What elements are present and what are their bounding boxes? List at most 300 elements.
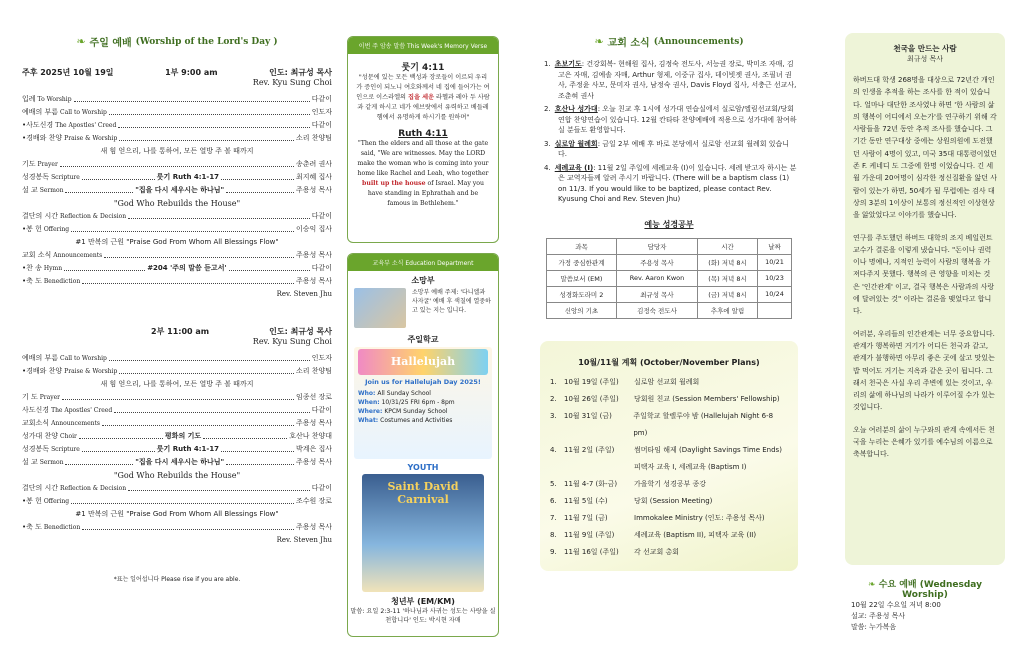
order-row [22,391,332,404]
pastor-essay [845,33,1005,565]
announcement-heading: 호산나 성가대 [554,105,598,113]
dot-leader [119,132,294,141]
order-label-en: Choir [60,433,77,440]
verse-ref-en: Ruth 4:11 [398,129,448,139]
order-leader: 다같이 [311,484,332,492]
dot-leader [82,171,155,180]
dot-leader [82,521,294,530]
order-leader: 주용성 목사 [295,251,332,259]
study-cell: 10/21 [758,254,792,270]
order-label-ko: 결단의 시간 [22,212,59,220]
em-km-text: 말씀: 요일 2:3-11 '하나님과 사귀는 성도는 사랑을 실천합니다' 인도: 박시현 자매 [350,608,496,624]
what-value: Costumes and Activities [380,417,453,424]
order-label-ko: 성경봉독 [22,445,50,453]
worship-title-en: (Worship of the Lord's Day ) [135,36,278,47]
sopung-heading: 소망부 [411,276,435,285]
dot-leader [82,275,294,284]
service1-header [22,67,332,78]
order-leader: 다같이 [311,406,332,414]
order-row [22,184,332,197]
verse-ref-ko: 룻기 4:11 [401,63,445,73]
study-cell: 10/23 [758,270,792,286]
plan-item [550,391,788,408]
announcement-body: : 건강회복- 현해원 집사, 김정숙 전도사, 서능권 장로, 박미조 자매, 김고은 자매, 김예솔 자매, Arthur 형제, 이중규 집사, 데이빗젯 권사, 조필녀 권사, 주정윤 사모, 문미자 권사, 남정숙 권사, Davis Floyd 집사, 서충근 선교사, 조춘혀 권사 [558,60,797,100]
order-label-ko: 성가대 찬양 [22,432,59,440]
service1-order [22,93,332,300]
announcements-title-en: (Announcements) [653,36,744,47]
order-leader: 주용성 목사 [295,186,332,194]
order-label-ko: •봉 헌 [22,497,42,505]
hallelujah-banner-text: Hallelujah [390,355,456,368]
hallelujah-join: Join us for Hallelujah Day 2025! [365,378,481,386]
order-label-en: Offering [43,498,70,505]
middle-column [347,0,499,663]
order-label [22,430,77,443]
order-item: "집을 다시 세우시는 하나님" [135,458,225,466]
announcement-heading: 세례교육 (I) [554,163,594,172]
order-label-ko: 예배의 부름 [22,354,59,362]
order-label [22,482,126,495]
order-label [22,184,63,197]
plan-item [550,442,788,459]
order-label-en: Call to Worship [60,355,107,362]
order-leader: 소리 찬양팀 [295,134,332,142]
plan-date: 11월 2일 (주일) [564,445,615,454]
dot-leader [226,456,294,465]
order-label-ko: •봉 헌 [22,225,42,233]
service2-leader: 인도: 최규성 목사 [269,327,332,336]
wednesday-title: 수요 예배 (Wednesday Worship) [878,580,982,600]
order-label [22,93,72,106]
plans-title: 10월/11월 계획 (October/November Plans) [578,357,760,367]
order-row [22,495,332,508]
announcements-title-ko: 교회 소식 [607,38,650,49]
order-label-ko: 기도 [22,160,36,168]
plan-item [550,408,788,442]
study-table [546,238,792,319]
order-row [22,365,332,378]
announcement-heading: 초보기도 [554,60,582,68]
order-label-en: Announcements [51,420,100,427]
dot-leader [226,184,294,193]
order-label-en: Hymn [43,265,63,272]
announcement-number: 3. [544,139,551,148]
order-label-en: The Apostles' Creed [55,122,117,129]
order-row [22,443,332,456]
order-label-ko: •사도신경 [22,121,54,129]
study-header-cell: 시간 [698,238,758,254]
study-cell: 최규성 목사 [616,286,697,302]
dot-leader [71,223,294,232]
verse-ko-highlight: 집을 세운 [408,94,435,101]
stand-footnote: *표는 일어섭니다 Please rise if you are able. [113,576,241,583]
wednesday-scripture: 말씀: 누가복음 [851,623,897,631]
order-row [22,210,332,223]
study-cell: 성경화도라미 2 [547,286,617,302]
announcements-header [540,34,798,49]
order-label-en: Reflection & Decision [60,213,127,220]
order-label-en: Prayer [37,161,58,168]
plan-number: 6. [550,496,557,505]
order-row [22,262,332,275]
order-leader: 소리 찬양팀 [295,367,332,375]
order-item: 룻기 Ruth 4:1-17 [156,445,220,453]
order-label-ko: •찬 송 [22,264,42,272]
essay-author: 최규성 목사 [906,55,944,63]
order-row [22,158,332,171]
song-list: 새 힘 얻으리, 나를 통하여, 모든 열방 주 볼 때까지 [100,147,254,155]
order-label-en: Praise & Worship [64,368,118,375]
order-label [22,223,69,236]
plan-number: 3. [550,411,557,420]
announcement-item [544,163,798,205]
order-row [22,223,332,236]
order-leader: 박계은 집사 [295,445,333,453]
plans-list [550,374,788,561]
order-label-en: Sermon [39,187,64,194]
dot-leader [62,391,294,400]
study-cell: (화) 저녁 8시 [698,254,758,270]
verse-en-part1: "Then the elders and all those at the gate said, "We are witnesses. May the LORD make the woman who is coming into your home like Rachel and Leah, who together [357,140,489,177]
order-row [22,275,332,288]
hallelujah-banner [358,349,488,375]
where-value: KPCM Sunday School [384,408,448,415]
order-row [22,352,332,365]
study-row [547,270,792,286]
order-row [22,430,332,443]
when-value: 10/31/25 FRI 6pm - 8pm [381,399,455,406]
order-label-en: Offering [43,226,70,233]
order-label-en: Sermon [39,459,64,466]
plan-item [550,476,788,493]
essay-paragraph: 여러분, 우리들의 인간관계는 너무 중요합니다. 관계가 행복하면 거기가 어디든 천국과 같고, 관계가 불행하면 아무리 좋은 곳에 살고 맛있는 밥 먹어도 거기는 지옥과 같은 곳이 됩니다. 그래서 천국은 사실 우리 주변에 있는 것이고, 우리의 삶에 하나님의 나라가 이루어질 수가 있는 것입니다. [853,329,995,412]
leaf-icon: ❧ [76,35,86,48]
order-leader: 최지혜 집사 [295,173,333,181]
plan-item [550,493,788,510]
plan-event: 실로암 선교회 월례회 [634,377,700,386]
study-cell: 말씀보서 (EM) [547,270,617,286]
order-label-en: Benediction [43,524,81,531]
order-row [22,132,332,145]
announcement-number: 2. [544,105,551,113]
plan-event: 가을학기 성경공부 종강 [634,479,707,488]
dot-leader [119,365,294,374]
study-row [547,254,792,270]
dot-leader [221,171,294,180]
dot-leader [79,430,163,439]
who-label: Who: [358,390,376,397]
plan-number: 4. [550,445,557,454]
dot-leader [102,417,294,426]
study-cell: Rev. Aaron Kwon [616,270,697,286]
study-row [547,286,792,302]
benediction-minister: Rev. Steven Jhu [276,536,332,544]
plan-event: 각 선교회 총회 [634,547,680,556]
order-row [22,106,332,119]
plan-date: 11월 16일 (주일) [564,547,619,556]
when-label: When: [358,399,380,406]
order-label-ko: 결단의 시간 [22,484,59,492]
order-label-en: The Apostles' Creed [51,407,113,414]
study-row [547,302,792,318]
order-label [22,262,62,275]
right-column [845,0,1005,663]
order-leader: 인도자 [311,354,332,362]
plan-date [564,459,634,476]
order-label [22,404,112,417]
order-label-ko: 교회소식 [22,419,50,427]
service2-header [22,326,332,337]
leaf-icon: ❧ [868,580,876,590]
order-label-ko: 예배의 부름 [22,108,59,116]
plan-number: 5. [550,479,557,488]
study-cell: 가정 중심한관계 [547,254,617,270]
education-box [347,253,499,637]
worship-section-header [22,34,332,49]
study-header-cell: 과목 [547,238,617,254]
sopung-text: 소망부 예배 주제: '다니엘과 사자굴' 예배 후 색칠에 열중하고 있는 지는 입니다. [412,289,491,314]
plan-number: 7. [550,513,557,522]
service1-leader: 인도: 최규성 목사 [269,68,332,77]
order-label [22,210,126,223]
where-label: Where: [358,408,383,415]
leaf-icon: ❧ [594,35,604,48]
plan-number: 8. [550,530,557,539]
benediction-minister: Rev. Steven Jhu [276,290,332,298]
order-label [22,352,107,365]
service2-leader-en: Rev. Kyu Sung Choi [252,337,332,346]
order-leader: 인도자 [311,108,332,116]
plan-number: 2. [550,394,557,403]
order-label-en: Announcements [53,252,103,259]
dot-leader [118,119,309,128]
order-label [22,443,80,456]
service1-leader-en: Rev. Kyu Sung Choi [252,78,332,87]
order-label [22,171,80,184]
plan-date: 10월 26일 (주일) [564,394,619,403]
order-label [22,365,117,378]
announcement-body: : 오늘 친교 후 1시에 성가대 연습실에서 실로암/엘림선교회/당회연합 찬양연습이 있습니다. 12월 칸타타 찬양예배에 적용으로 성가대에 참여하실 분들도 환영합니다. [558,105,797,134]
order-leader: 주용성 목사 [295,419,332,427]
announcement-body: : 금일 2부 예배 후 바로 본당에서 실로암 선교회 월례회 있습니다. [558,139,790,158]
order-label [22,417,100,430]
study-cell: (목) 저녁 8시 [698,270,758,286]
study-header-cell: 날짜 [758,238,792,254]
dot-leader [109,352,310,361]
plan-event: 썸머타임 해제 (Daylight Savings Time Ends) [634,445,782,454]
essay-title: 천국을 만드는 사람 [893,44,957,53]
study-cell: 김정숙 전도사 [616,302,697,318]
dot-leader [114,404,310,413]
order-leader: 다같이 [311,212,332,220]
song-list: 새 힘 얻으리, 나를 통하여, 모든 열방 주 볼 때까지 [100,380,254,388]
education-title: 교육부 소식 Education Department [348,254,498,271]
order-leader: 다같이 [311,121,332,129]
memory-verse-title: 이번 주 암송 말씀 This Week's Memory Verse [348,37,498,54]
study-header-row [547,238,792,254]
order-leader: 주용성 목사 [295,277,332,285]
order-leader: 다같이 [311,95,332,103]
hallelujah-flyer [354,347,492,459]
order-label-en: Praise & Worship [64,135,118,142]
plan-item [550,544,788,561]
order-label-en: Scripture [51,174,80,181]
order-label [22,158,58,171]
study-cell: 주용성 목사 [616,254,697,270]
order-item: 평화의 기도 [164,432,202,440]
announcement-number: 1. [544,60,551,68]
order-leader: 주용성 목사 [295,523,332,531]
dot-leader [203,430,287,439]
order-label-ko: 입례 [22,95,36,103]
dot-leader [128,210,310,219]
order-label [22,495,69,508]
order-label [22,106,107,119]
essay-paragraph: 연구를 주도했던 하버드 대학의 조지 베일런트 교수가 결론을 이렇게 냈습니다. "돈이나 권력이나 명예나, 지적인 능력이 사람의 행복을 가져다주지 못했다. 행복의 큰 영향을 미치는 것은 '인간관계' 이고, 결국 행복은 사람과의 사랑에 달려있는 것" 이라는 결론을 맺었다고 합니다. [853,233,995,316]
order-label [22,456,63,469]
announcement-body: : 11월 2일 주일에 세례교육 (I)이 있습니다. 세례 받고자 하시는 분은 교역자들께 알려 주시기 바랍니다. (There will be a baptism class (1) on 11/3. If you would like to be baptized, please contact Rev. Kyusung Choi and Rev. Steven Jhu) [558,163,797,203]
study-cell: 신앙의 기초 [547,302,617,318]
order-leader: 호산나 찬양대 [289,432,332,440]
plan-date: 11월 7일 (금) [564,513,608,522]
order-label [22,249,102,262]
order-label-en: Scripture [51,446,80,453]
order-row [22,93,332,106]
order-item: 룻기 Ruth 4:1-17 [156,173,220,181]
order-row [22,456,332,469]
order-label [22,275,80,288]
service-date: 주후 2025년 10월 19일 [22,68,114,77]
announcements-column [540,0,798,663]
order-row [22,249,332,262]
plan-number: 1. [550,377,557,386]
announcement-number: 4. [544,163,551,172]
plan-number [550,459,564,476]
sopung-photo [354,288,406,328]
carnival-title: Saint David Carnival [387,480,459,506]
dot-leader [60,158,294,167]
order-row [22,482,332,495]
dot-leader [221,443,294,452]
order-row [22,119,332,132]
order-row [22,171,332,184]
plan-date: 10월 31일 (금) [563,411,612,420]
study-cell: 10/24 [758,286,792,302]
youth-carnival-poster [362,474,484,592]
study-header-cell: 담당자 [616,238,697,254]
announcement-heading: 실로암 월례회 [554,139,598,148]
plans-box [540,341,798,571]
service2-order [22,352,332,546]
em-km-heading: 청년부 (EM/KM) [391,597,455,606]
plan-item [550,527,788,544]
plan-item [550,459,788,476]
service1-time: 1부 9:00 am [165,68,218,77]
plan-number: 9. [550,547,557,556]
plan-event: 피택자 교육 I, 세례교육 (Baptism I) [634,462,747,471]
order-label-en: Call to Worship [60,109,107,116]
order-row [22,521,332,534]
plan-event: 당회 (Session Meeting) [634,496,713,505]
announcement-list [540,59,798,205]
doxology: #1 만복의 근원 "Praise God From Whom All Blessings Flow" [75,510,279,518]
verse-ko-part2: 라헬과 레아 두 사람과 같게 하시고 네가 에브랏에서 유력하고 베들레헴에서 유명하게 하시기를 원하며" [357,94,490,121]
order-label-en: Reflection & Decision [60,485,127,492]
wednesday-header [845,577,1005,600]
order-row [22,417,332,430]
sunday-school-heading: 주일학교 [407,335,439,344]
order-label [22,521,80,534]
announcement-item [544,104,798,136]
dot-leader [65,184,133,193]
announcement-item [544,139,798,160]
study-title: 예능 성경공부 [644,219,694,229]
wednesday-date: 10월 22일 수요일 저녁 8:00 [851,601,941,609]
plan-item [550,510,788,527]
sermon-title-en: "God Who Rebuilds the House" [113,471,241,480]
dot-leader [229,262,310,271]
sopung-section [348,286,498,330]
verse-text-ko [348,73,498,123]
order-leader: 송춘려 권사 [295,160,332,168]
order-label-ko: 사도신경 [22,406,50,414]
order-label-ko: •축 도 [22,277,42,285]
worship-title-ko: 주일 예배 [89,38,132,49]
order-leader: 이승익 집사 [295,225,332,233]
order-label-ko: 성경봉독 [22,173,50,181]
order-label-ko: •축 도 [22,523,42,531]
dot-leader [82,443,155,452]
order-label-ko: •경배와 찬양 [22,367,63,375]
order-label-ko: 기 도 [22,393,38,401]
hallelujah-info [358,389,488,425]
plan-event: 세례교육 (Baptism II), 피택자 교육 (II) [634,530,757,539]
order-label-en: Benediction [43,278,81,285]
dot-leader [109,106,310,115]
study-cell [758,302,792,318]
youth-heading: YOUTH [407,463,439,472]
who-value: All Sunday School [377,390,431,397]
announcement-item [544,59,798,101]
plan-event: 당회원 친교 (Session Members' Fellowship) [634,394,780,403]
dot-leader [74,93,310,102]
order-item: #204 '주의 말씀 듣고서' [147,264,227,272]
service2-time: 2부 11:00 am [151,327,210,336]
order-label-ko: 교회 소식 [22,251,52,259]
dot-leader [128,482,310,491]
study-cell: 추후에 알림 [698,302,758,318]
order-label [22,132,117,145]
order-label-ko: 설 교 [22,186,38,194]
order-label-en: Prayer [39,394,61,401]
order-label-ko: 설 교 [22,458,38,466]
order-label [22,391,60,404]
dot-leader [71,495,294,504]
dot-leader [104,249,294,258]
order-label-en: To Worship [37,96,72,103]
verse-en-highlight: built up the house [362,180,426,187]
plan-date: 10월 19일 (주일) [564,377,619,386]
worship-order-column [22,0,332,663]
plan-date: 11월 5일 (수) [564,496,608,505]
plan-event: 주일학교 할렐루야 밤 (Hallelujah Night 6-8 pm) [633,411,774,437]
plan-date: 11월 9일 (주일) [564,530,615,539]
doxology: #1 만복의 근원 "Praise God From Whom All Blessings Flow" [75,238,279,246]
order-item: "집을 다시 세우시는 하나님" [135,186,225,194]
verse-en-part2: of Israel. May you have standing in Ephrathah and be famous in Bethlehem." [367,180,484,207]
what-label: What: [358,417,379,424]
order-leader: 다같이 [311,264,333,272]
